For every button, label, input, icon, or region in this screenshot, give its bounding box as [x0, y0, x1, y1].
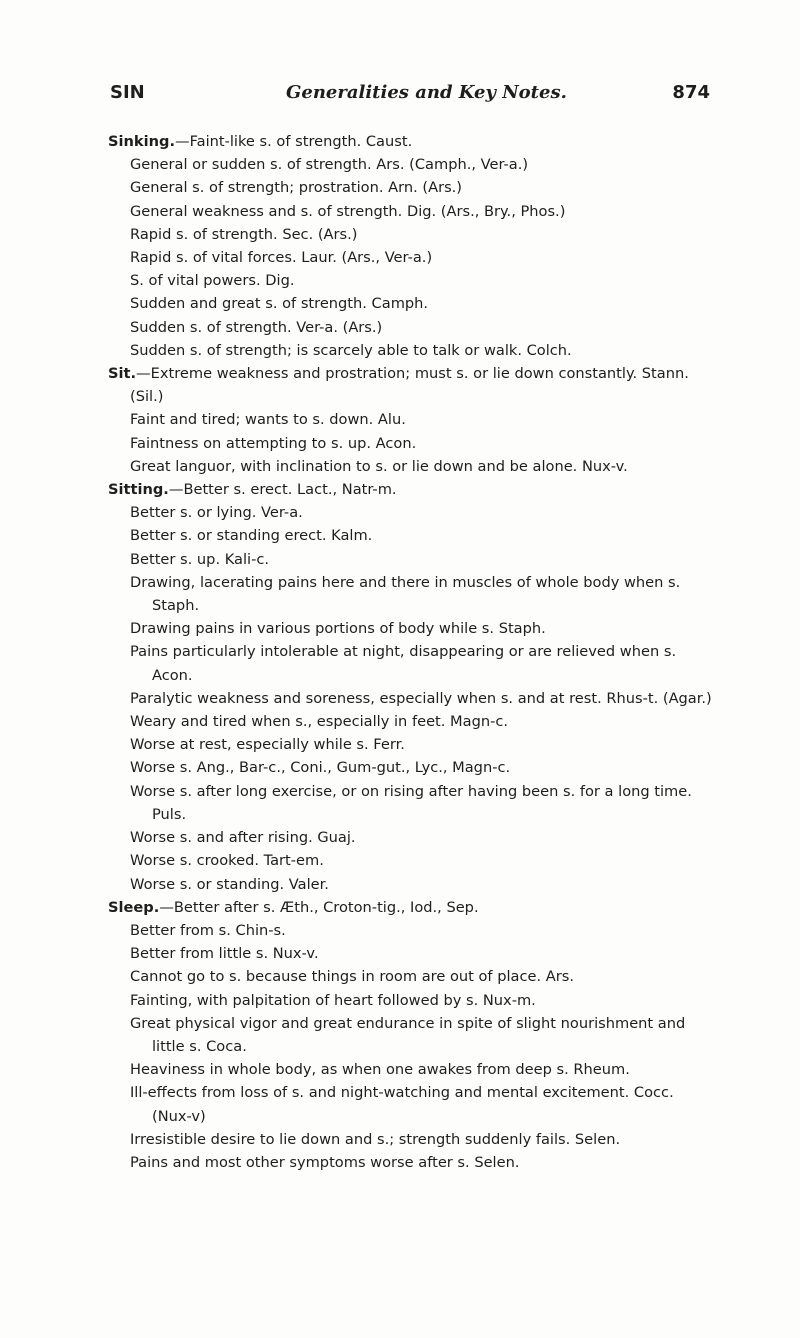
page-number: 874: [672, 82, 710, 103]
entries-list: [108, 130, 716, 1174]
rubric-entry: [108, 339, 716, 362]
entry-text: Better s. up. Kali-c.: [130, 550, 270, 568]
entry-text: Worse s. or standing. Valer.: [130, 875, 329, 893]
entry-text: Fainting, with palpitation of heart followed by s. Nux-m.: [130, 991, 536, 1009]
entry-text: Heaviness in whole body, as when one awakes from deep s. Rheum.: [130, 1061, 630, 1079]
rubric-entry: [108, 733, 716, 756]
rubric-headword: Sinking.: [108, 133, 175, 150]
entry-text: Pains and most other symptoms worse after s. Selen.: [130, 1153, 520, 1171]
entry-text: Drawing, lacerating pains here and there in muscles of whole body when s. Staph.: [130, 573, 681, 615]
entry-text: Worse s. after long exercise, or on rising after having been s. for a long time. Puls.: [130, 782, 692, 823]
rubric-heading-entry: [108, 130, 716, 153]
header-section: SIN: [110, 82, 145, 103]
rubric-heading-entry: [108, 362, 716, 408]
entry-text: Irresistible desire to lie down and s.; strength suddenly fails. Selen.: [130, 1130, 621, 1148]
entry-text: Cannot go to s. because things in room are out of place. Ars.: [130, 968, 574, 986]
rubric-heading-entry: [108, 896, 716, 919]
rubric-entry: [108, 710, 716, 733]
rubric-entry: [108, 826, 716, 849]
rubric-entry: [108, 292, 716, 315]
entry-text: Ill-effects from loss of s. and night-watching and mental excitement. Cocc. (Nux-v): [130, 1084, 674, 1125]
rubric-entry: [108, 571, 716, 617]
rubric-entry: [108, 153, 716, 176]
rubric-entry: [108, 408, 716, 431]
rubric-entry: [108, 1128, 716, 1151]
entry-text: Weary and tired when s., especially in feet. Magn-c.: [130, 713, 509, 731]
rubric-entry: [108, 1058, 716, 1081]
rubric-entry: [108, 524, 716, 547]
rubric-entry: [108, 1151, 716, 1174]
rubric-headword: Sleep.: [108, 898, 160, 916]
entry-text: Great physical vigor and great endurance in spite of slight nourishment and little s. Coca.: [130, 1014, 686, 1055]
entry-text: —Better s. erect. Lact., Natr-m.: [168, 481, 397, 499]
rubric-entry: [108, 176, 716, 199]
rubric-entry: [108, 501, 716, 524]
running-header: [110, 82, 710, 110]
rubric-entry: [108, 919, 716, 942]
rubric-entry: [108, 687, 716, 710]
entry-text: Faintness on attempting to s. up. Acon.: [130, 434, 417, 452]
entry-text: Better from s. Chin-s.: [130, 921, 286, 939]
entry-text: Worse s. Ang., Bar-c., Coni., Gum-gut., Lyc., Magn-c.: [130, 759, 511, 777]
entry-text: Great languor, with inclination to s. or lie down and be alone. Nux-v.: [130, 457, 628, 475]
entry-text: Sudden and great s. of strength. Camph.: [130, 295, 429, 313]
rubric-entry: [108, 223, 716, 246]
rubric-entry: [108, 617, 716, 640]
entry-text: Better s. or lying. Ver-a.: [130, 504, 303, 522]
rubric-entry: [108, 455, 716, 478]
entry-text: Drawing pains in various portions of body while s. Staph.: [130, 620, 546, 638]
entry-text: Faint and tired; wants to s. down. Alu.: [130, 411, 406, 429]
rubric-headword: Sitting.: [108, 481, 169, 499]
rubric-entry: [108, 1012, 716, 1058]
rubric-entry: [108, 989, 716, 1012]
rubric-heading-entry: [108, 478, 716, 501]
rubric-entry: [108, 780, 716, 826]
entry-text: —Extreme weakness and prostration; must s. or lie down constantly. Stann. (Sil.): [130, 365, 689, 406]
entry-text: General weakness and s. of strength. Dig. (Ars., Bry., Phos.): [130, 202, 566, 220]
entry-text: Sudden s. of strength. Ver-a. (Ars.): [130, 318, 383, 336]
rubric-entry: [108, 756, 716, 779]
rubric-entry: [108, 965, 716, 988]
entry-text: Better from little s. Nux-v.: [130, 945, 319, 963]
entry-text: Worse at rest, especially while s. Ferr.: [130, 736, 405, 754]
rubric-entry: [108, 269, 716, 292]
entry-text: Rapid s. of vital forces. Laur. (Ars., Ver-a.): [130, 249, 433, 267]
entry-text: Worse s. and after rising. Guaj.: [130, 829, 356, 847]
rubric-entry: [108, 849, 716, 872]
rubric-entry: [108, 942, 716, 965]
rubric-entry: [108, 1081, 716, 1127]
rubric-entry: [108, 246, 716, 269]
entry-text: —Faint-like s. of strength. Caust.: [175, 133, 413, 150]
entry-text: Rapid s. of strength. Sec. (Ars.): [130, 225, 358, 243]
rubric-entry: [108, 316, 716, 339]
rubric-entry: [108, 640, 716, 686]
entry-text: General s. of strength; prostration. Arn. (Ars.): [130, 179, 463, 197]
entry-text: Sudden s. of strength; is scarcely able to talk or walk. Colch.: [130, 341, 572, 359]
rubric-entry: [108, 548, 716, 571]
rubric-entry: [108, 873, 716, 896]
entry-text: Pains particularly intolerable at night, disappearing or are relieved when s. Acon.: [130, 643, 677, 684]
entry-text: —Better after s. Æth., Croton-tig., Iod., Sep.: [159, 898, 479, 916]
rubric-entry: [108, 432, 716, 455]
rubric-headword: Sit.: [108, 365, 137, 383]
entry-text: Paralytic weakness and soreness, especially when s. and at rest. Rhus-t. (Agar.): [130, 689, 712, 707]
entry-text: Worse s. crooked. Tart-em.: [130, 852, 324, 870]
entry-text: General or sudden s. of strength. Ars. (Camph., Ver-a.): [130, 156, 529, 174]
entry-text: S. of vital powers. Dig.: [130, 272, 295, 290]
header-title: Generalities and Key Notes.: [286, 82, 567, 103]
rubric-entry: [108, 200, 716, 223]
entry-text: Better s. or standing erect. Kalm.: [130, 527, 373, 545]
